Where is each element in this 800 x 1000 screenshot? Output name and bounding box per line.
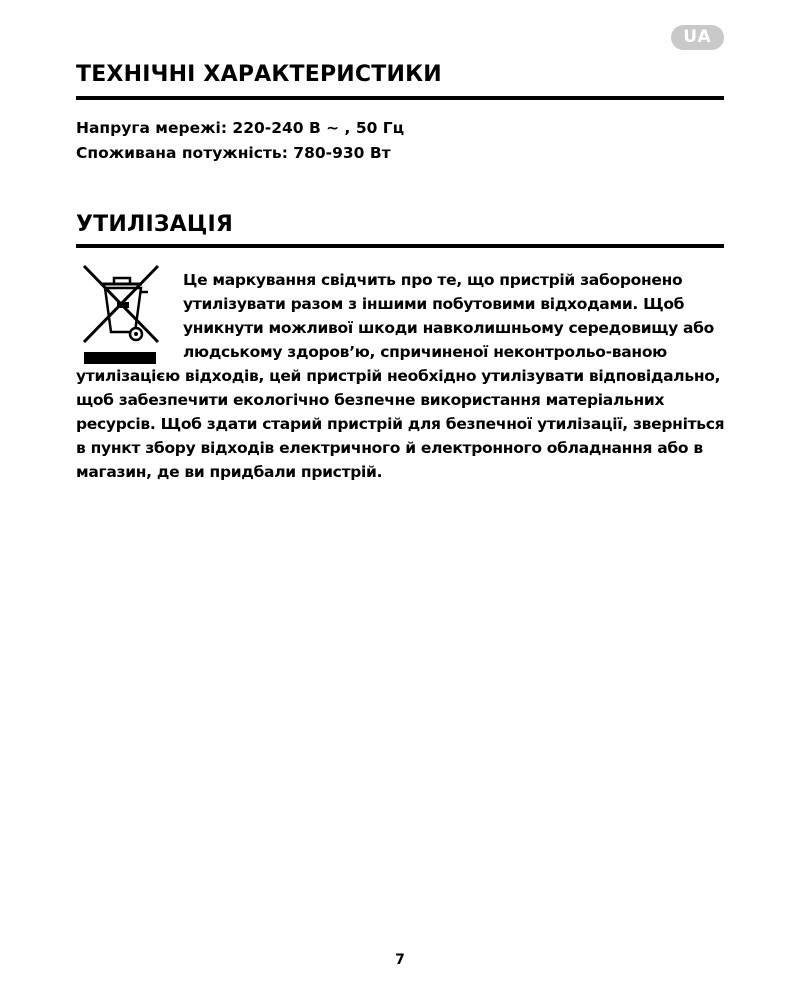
specs-title: ТЕХНІЧНІ ХАРАКТЕРИСТИКИ [76, 62, 442, 87]
page-number: 7 [395, 952, 405, 968]
disposal-title: УТИЛІЗАЦІЯ [76, 212, 234, 237]
disposal-paragraph [76, 268, 728, 484]
spec-power: Споживана потужність: 780-930 Вт [76, 144, 391, 162]
spec-voltage: Напруга мережі: 220-240 В ~ , 50 Гц [76, 119, 405, 137]
language-badge: UA [671, 25, 724, 50]
disposal-divider [76, 244, 724, 248]
crossed-out-wheelie-bin-icon [76, 262, 183, 364]
disposal-text: Це маркування свідчить про те, що пристрій заборонено утилізувати разом з іншими побутовими відходами. Щоб уникнути можливої шкоди навколишньому середовищу або людському здоров’ю, спричиненої неконтрольо-ваною утилізацією відходів, цей пристрій необхідно утилізувати відповідально, щоб забезпечити екологічно безпечне використання матеріальних ресурсів. Щоб здати старий пристрій для безпечної утилізації, зверніться в пункт збору відходів електричного й електронного обладнання або в магазин, де ви придбали пристрій. [76, 271, 725, 481]
specs-divider [76, 96, 724, 100]
